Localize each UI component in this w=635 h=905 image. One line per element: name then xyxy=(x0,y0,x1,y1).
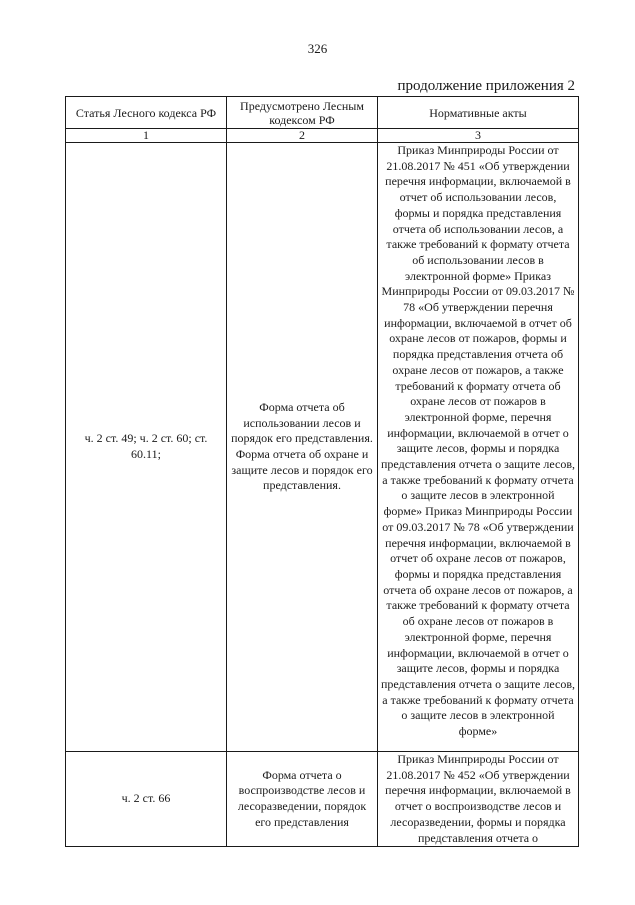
header-provision: Предусмотрено Лесным кодексом РФ xyxy=(227,97,378,129)
acts-cell: Приказ Минприроды России от 21.08.2017 № 451 «Об утверждении перечня информации, включаемой в отчет об использовании лесов, формы и порядка представления отчета об использовании лесов, а также требований к формату отчета об использовании лесов в электронной форме» Приказ Минприроды России от 09.03.2017 № 78 «Об утверждении перечня информации, включаемой в отчет об охране лесов от пожаров, формы и порядка представления отчета об охране лесов от пожаров, а также требований к формату отчета об охране лесов от пожаров в электронной форме, перечня информации, включаемой в отчет о защите лесов, формы и порядка представления отчета о защите лесов, а также требований к формату отчета о защите лесов в электронной форме» Приказ Минприроды России от 09.03.2017 № 78 «Об утверждении перечня информации, включаемой в отчет об охране лесов от пожаров, формы и порядка представления отчета об охране лесов от пожаров, а также требований к формату отчета об охране лесов от пожаров в электронной форме, перечня информации, включаемой в отчет о защите лесов, формы и порядка представления отчета о защите лесов, а также требований к формату отчета о защите лесов в электронной форме» xyxy=(378,143,579,752)
regulations-table xyxy=(65,96,579,847)
provision-cell: Форма отчета об использовании лесов и порядок его представления. Форма отчета об охране и защите лесов и порядок его представления. xyxy=(227,143,378,752)
article-cell: ч. 2 ст. 49; ч. 2 ст. 60; ст. 60.11; xyxy=(66,143,227,752)
provision-cell: Форма отчета о воспроизводстве лесов и лесоразведении, порядок его представления xyxy=(227,752,378,847)
column-number: 1 xyxy=(66,129,227,143)
continuation-label: продолжение приложения 2 xyxy=(397,78,575,94)
header-article: Статья Лесного кодекса РФ xyxy=(66,97,227,129)
table-row xyxy=(66,752,579,847)
table-header-row xyxy=(66,97,579,129)
table-row xyxy=(66,143,579,752)
column-number: 2 xyxy=(227,129,378,143)
page-number: 326 xyxy=(307,41,328,56)
column-number: 3 xyxy=(378,129,579,143)
header-acts: Нормативные акты xyxy=(378,97,579,129)
acts-cell: Приказ Минприроды России от 21.08.2017 № 452 «Об утверждении перечня информации, включаемой в отчет о воспроизводстве лесов и лесоразведении, формы и порядка представления отчета о xyxy=(378,752,579,847)
article-cell: ч. 2 ст. 66 xyxy=(66,752,227,847)
column-number-row xyxy=(66,129,579,143)
